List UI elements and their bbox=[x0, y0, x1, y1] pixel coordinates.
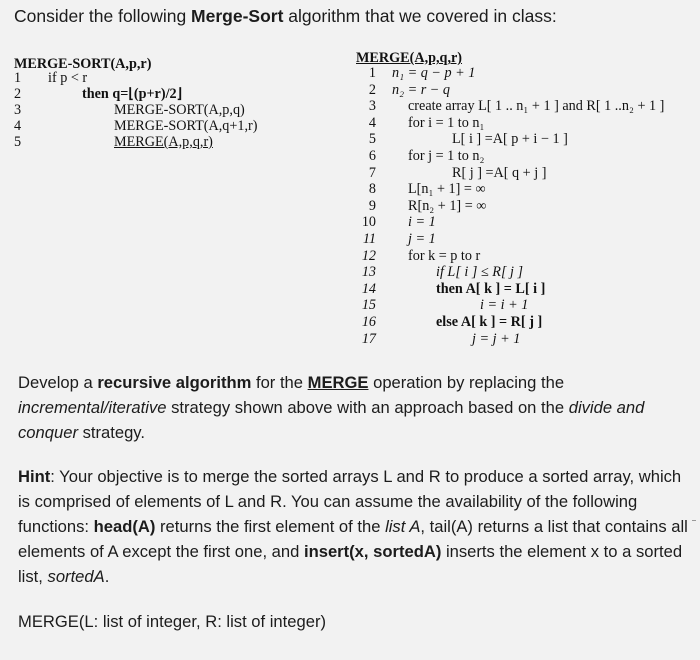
line-number: 15 bbox=[361, 297, 376, 314]
hint-text: returns the first element of the bbox=[155, 517, 386, 536]
line-text: for j = 1 to n₂ bbox=[408, 148, 485, 164]
task-text: strategy shown above with an approach based on the bbox=[166, 398, 569, 417]
intro-bold: Merge-Sort bbox=[191, 6, 284, 26]
line-number: 9 bbox=[368, 197, 376, 214]
task-text: strategy. bbox=[77, 423, 145, 442]
line-number: 8 bbox=[368, 181, 376, 198]
task-italic: incremental/iterative bbox=[18, 398, 167, 417]
intro-prefix: Consider the following bbox=[14, 6, 192, 26]
line-text: MERGE-SORT(A,p,q) bbox=[114, 102, 245, 118]
line-number: 14 bbox=[361, 280, 376, 297]
hint-label: Hint bbox=[18, 467, 51, 486]
line-text: n₁ = q − p + 1 bbox=[392, 65, 476, 81]
margin-mark bbox=[692, 520, 696, 521]
line-text: R[n₂ + 1] = ∞ bbox=[408, 197, 487, 214]
line-text: i = 1 bbox=[408, 214, 436, 231]
line-text: j = j + 1 bbox=[472, 330, 521, 347]
line-text: MERGE-SORT(A,q+1,r) bbox=[114, 118, 258, 134]
task-text: Develop a bbox=[18, 373, 98, 392]
intro-sentence bbox=[14, 6, 557, 27]
merge-pseudocode bbox=[356, 50, 686, 350]
merge-title: MERGE(A,p,q,r) bbox=[356, 50, 463, 66]
line-text: if L[ i ] ≤ R[ j ] bbox=[436, 264, 524, 281]
line-number: 1 bbox=[14, 70, 22, 86]
line-text: for i = 1 to n₁ bbox=[408, 114, 485, 131]
merge-sort-pseudocode bbox=[14, 56, 344, 166]
hint-text: , tail(A) returns a list that contains all elements of A except the first one, and bbox=[18, 517, 688, 561]
line-number: 12 bbox=[361, 247, 376, 264]
line-text: i = i + 1 bbox=[480, 297, 529, 314]
hint-text: inserts the element x to a sorted list, bbox=[18, 542, 683, 586]
intro-suffix: algorithm that we covered in class: bbox=[283, 6, 557, 26]
line-number: 13 bbox=[361, 264, 376, 281]
line-text: then q=⌊(p+r)/2⌋ bbox=[82, 86, 183, 102]
line-number: 4 bbox=[14, 118, 22, 134]
line-text: L[n₁ + 1] = ∞ bbox=[408, 181, 486, 198]
task-text: for the bbox=[251, 373, 308, 392]
line-number: 11 bbox=[362, 231, 376, 247]
task-italic: divide and conquer bbox=[18, 398, 645, 442]
task-underline: MERGE bbox=[307, 373, 369, 392]
line-number: 10 bbox=[361, 214, 376, 231]
line-number: 2 bbox=[14, 86, 22, 102]
line-text: else A[ k ] = R[ j ] bbox=[436, 314, 543, 330]
hint-bold: head(A) bbox=[93, 517, 156, 536]
line-number: 4 bbox=[368, 114, 376, 131]
line-number: 3 bbox=[368, 98, 376, 115]
line-text: n₂ = r − q bbox=[392, 81, 450, 98]
line-text: j = 1 bbox=[408, 231, 436, 247]
line-number: 5 bbox=[14, 134, 22, 150]
hint-bold: insert(x, sortedA) bbox=[303, 542, 442, 561]
line-text: if p < r bbox=[48, 70, 88, 86]
task-bold: recursive algorithm bbox=[97, 373, 252, 392]
merge-sort-title: MERGE-SORT(A,p,r) bbox=[14, 56, 152, 72]
line-text: MERGE(A,p,q,r) bbox=[114, 134, 213, 150]
line-text: then A[ k ] = L[ i ] bbox=[436, 280, 546, 297]
line-text: L[ i ] =A[ p + i − 1 ] bbox=[452, 131, 568, 148]
line-number: 16 bbox=[361, 314, 376, 330]
hint-italic: sortedA bbox=[47, 567, 105, 586]
line-number: 5 bbox=[368, 131, 376, 148]
hint-text: . bbox=[104, 567, 110, 586]
task-paragraph bbox=[18, 370, 690, 445]
line-text: for k = p to r bbox=[408, 247, 481, 264]
line-number: 3 bbox=[14, 102, 22, 118]
line-text: create array L[ 1 .. n₁ + 1 ] and R[ 1 ..n₂ + 1 ] bbox=[408, 98, 665, 115]
line-number: 17 bbox=[361, 330, 376, 347]
line-number: 7 bbox=[368, 164, 376, 181]
hint-paragraph bbox=[18, 464, 690, 589]
line-number: 6 bbox=[368, 148, 376, 164]
line-number: 2 bbox=[368, 81, 376, 98]
hint-italic: list A bbox=[385, 517, 421, 536]
line-number: 1 bbox=[368, 65, 376, 81]
merge-signature: MERGE(L: list of integer, R: list of integer) bbox=[18, 612, 327, 631]
hint-text: : Your objective is to merge the sorted arrays L and R to produce a sorted array, which is comprised of elements of L and R. You can assume the availability of the following functions: bbox=[18, 467, 682, 536]
task-text: operation by replacing the bbox=[368, 373, 565, 392]
line-text: R[ j ] =A[ q + j ] bbox=[452, 164, 547, 181]
